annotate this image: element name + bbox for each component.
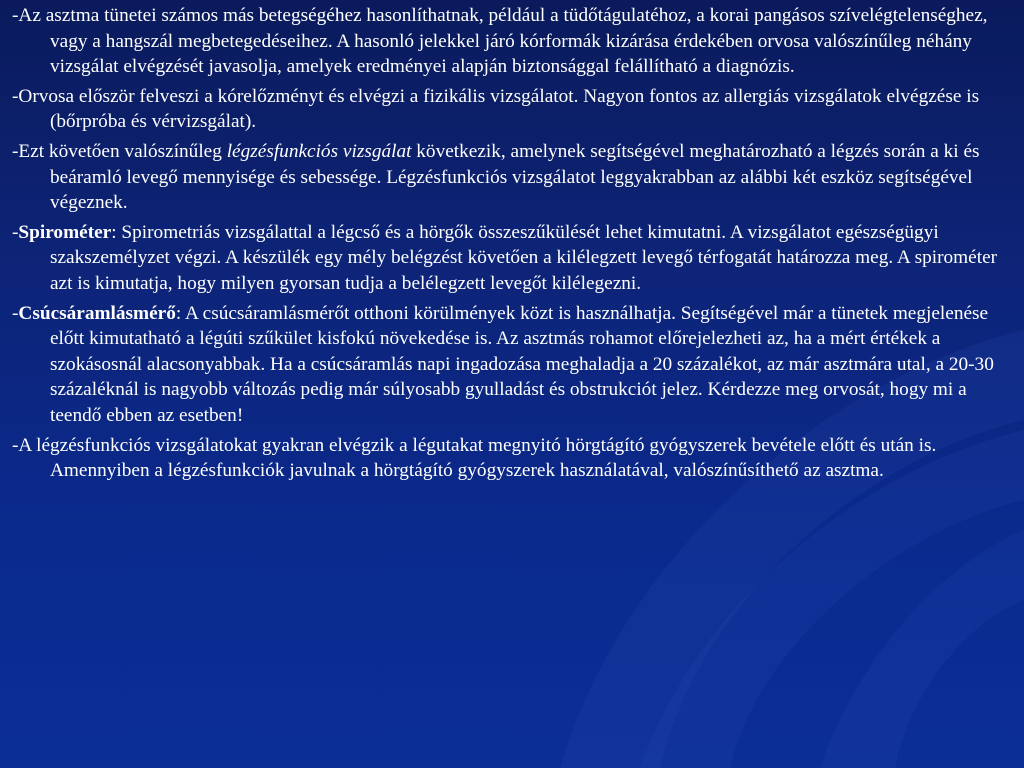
paragraph-lung-function: [12, 139, 1016, 216]
slide-content: [12, 3, 1016, 488]
paragraph-spirometer: [12, 220, 1016, 297]
paragraph-text: A légzésfunkciós vizsgálatokat gyakran elvégzik a légutakat megnyitó hörgtágító gyógyszerek bevétele előtt és után is. Amennyiben a légzésfunkciók javulnak a hörgtágító gyógyszerek használatával, valószínűsíthető az asztma.: [18, 434, 937, 482]
paragraph-text: Orvosa először felveszi a kórelőzményt és elvégzi a fizikális vizsgálatot. Nagyon fontos az allergiás vizsgálatok elvégzése is (bőrpróba és vérvizsgálat).: [18, 85, 980, 133]
paragraph-peak-flow-meter: [12, 301, 1016, 429]
lung-function-term: légzésfunkciós vizsgálat: [226, 140, 412, 162]
paragraph-prefix: -: [12, 434, 19, 456]
paragraph-text-after: következik, amelynek segítségével meghatározható a légzés során a ki és beáramló levegő mennyisége és sebessége. Légzésfunkciós vizsgálatot leggyakrabban az alábbi két eszköz segítségével végeznek.: [50, 140, 980, 214]
paragraph-text: Az asztma tünetei számos más betegségéhez hasonlíthatnak, például a tüdőtágulatéhoz, a korai pangásos szívelégtelenséghez, vagy a hangszál megbetegedéseihez. A hasonló jelekkel járó kórformák kizárása érdekében orvosa valószínűleg néhány vizsgálat elvégzését javasolja, amelyek eredményei alapján biztonsággal felállítható a diagnózis.: [18, 5, 988, 78]
paragraph-prefix: -: [12, 140, 19, 162]
paragraph-prefix: -: [12, 221, 19, 243]
paragraph-differential-diagnosis: [12, 3, 1016, 80]
peak-flow-meter-term: Csúcsáramlásmérő: [18, 302, 176, 324]
paragraph-text: : Spirometriás vizsgálattal a légcső és a hörgők összeszűkülését lehet kimutatni. A vizsgálatot egészségügyi szakszemélyzet végzi. A készülék egy mély belégzést követően a kilélegzett levegő térfogatát határozza meg. A spirométer azt is kimutatja, hogy milyen gyorsan tudja a belélegzett levegőt kilélegezni.: [50, 221, 998, 294]
paragraph-prefix: -: [12, 85, 19, 107]
paragraph-bronchodilator-test: [12, 433, 1016, 484]
paragraph-prefix: -: [12, 5, 19, 26]
paragraph-text-before: Ezt követően valószínűleg: [18, 140, 227, 162]
paragraph-history-exam: [12, 84, 1016, 135]
paragraph-text: : A csúcsáramlásmérőt otthoni körülmények közt is használhatja. Segítségével már a tünetek megjelenése előtt kimutatható a légúti szűkület kisfokú növekedése is. Az asztmás rohamot előrejelezheti az, ha a mért értékek a szokásosnál alacsonyabbak. Ha a csúcsáramlás napi ingadozása meghaladja a 20 százalékot, az már asztmára utal, a 20-30 százaléknál is nagyobb változás pedig már súlyosabb gyulladást és obstrukciót jelez. Kérdezze meg orvosát, hogy mi a teendő ebben az esetben!: [50, 302, 994, 426]
spirometer-term: Spirométer: [18, 221, 112, 243]
paragraph-prefix: -: [12, 302, 19, 324]
